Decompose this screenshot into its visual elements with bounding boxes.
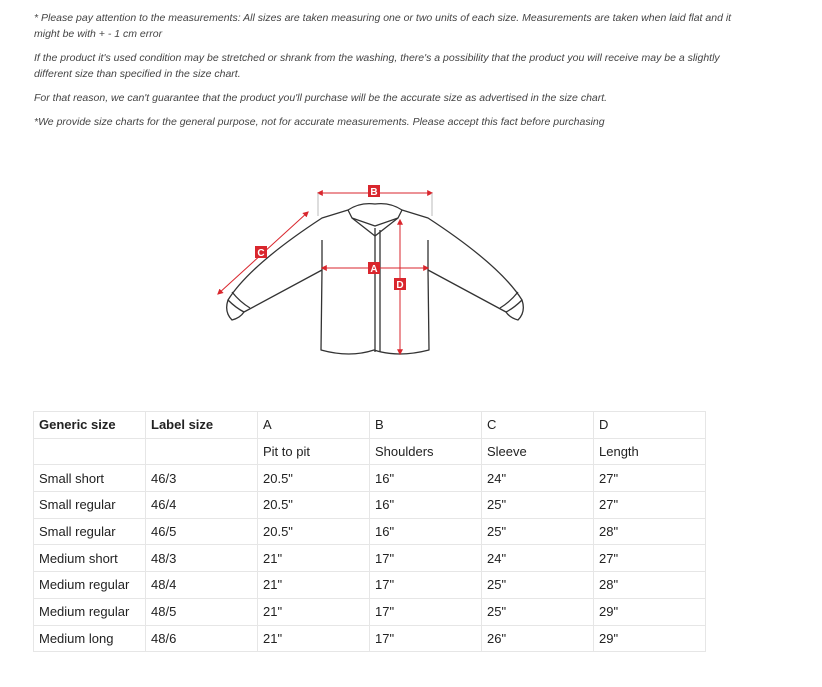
table-cell: 25": [482, 572, 594, 599]
note-4: *We provide size charts for the general purpose, not for accurate measurements. Please accept this fact before purchasing: [34, 116, 605, 128]
svg-text:C: C: [257, 248, 265, 259]
table-cell: 16": [370, 518, 482, 545]
table-cell: 27": [594, 465, 706, 492]
table-cell: 21": [258, 598, 370, 625]
table-cell: Medium regular: [34, 572, 146, 599]
table-cell: 17": [370, 545, 482, 572]
table-cell: 21": [258, 545, 370, 572]
header-generic-size: Generic size: [34, 412, 146, 439]
table-cell: 27": [594, 492, 706, 519]
table-cell: 24": [482, 465, 594, 492]
shirt-outline: [227, 204, 524, 354]
table-row: [34, 572, 706, 599]
table-row: [34, 545, 706, 572]
table-cell: 25": [482, 598, 594, 625]
table-cell: 20.5": [258, 492, 370, 519]
table-cell: 17": [370, 625, 482, 652]
subheader-cell: [34, 438, 146, 465]
svg-text:D: D: [396, 280, 404, 291]
header-b: B: [370, 412, 482, 439]
table-cell: 16": [370, 465, 482, 492]
label-c: [255, 246, 267, 259]
table-cell: 28": [594, 518, 706, 545]
table-cell: 27": [594, 545, 706, 572]
table-cell: 46/5: [146, 518, 258, 545]
table-cell: Small regular: [34, 492, 146, 519]
subheader-shoulders: Shoulders: [370, 438, 482, 465]
size-chart-table: [33, 411, 706, 652]
table-cell: Small regular: [34, 518, 146, 545]
label-a: [368, 262, 380, 275]
table-row: [34, 465, 706, 492]
note-2: If the product it's used condition may be stretched or shrank from the washing, there's a possibility that the product you will receive may be a slightly different size than specified in the size chart.: [34, 52, 720, 80]
table-cell: 21": [258, 572, 370, 599]
svg-text:B: B: [370, 187, 378, 198]
table-cell: 29": [594, 598, 706, 625]
label-d: [394, 278, 406, 291]
header-d: D: [594, 412, 706, 439]
table-cell: 48/4: [146, 572, 258, 599]
table-cell: 25": [482, 492, 594, 519]
table-cell: 46/4: [146, 492, 258, 519]
table-cell: 17": [370, 572, 482, 599]
header-a: A: [258, 412, 370, 439]
table-cell: Medium regular: [34, 598, 146, 625]
table-row: [34, 518, 706, 545]
label-b: [368, 185, 380, 198]
table-subheader-row: [34, 438, 706, 465]
table-cell: 16": [370, 492, 482, 519]
table-cell: 21": [258, 625, 370, 652]
measurement-notes: [34, 10, 734, 138]
table-cell: 29": [594, 625, 706, 652]
table-cell: 20.5": [258, 465, 370, 492]
table-row: [34, 598, 706, 625]
table-cell: 17": [370, 598, 482, 625]
table-row: [34, 625, 706, 652]
table-header-row: [34, 412, 706, 439]
subheader-pit-to-pit: Pit to pit: [258, 438, 370, 465]
header-c: C: [482, 412, 594, 439]
table-cell: 48/5: [146, 598, 258, 625]
table-cell: Medium short: [34, 545, 146, 572]
table-cell: Small short: [34, 465, 146, 492]
table-row: [34, 492, 706, 519]
subheader-cell: [146, 438, 258, 465]
subheader-length: Length: [594, 438, 706, 465]
table-cell: Medium long: [34, 625, 146, 652]
table-cell: 46/3: [146, 465, 258, 492]
table-cell: 28": [594, 572, 706, 599]
note-3: For that reason, we can't guarantee that the product you'll purchase will be the accurate size as advertised in the size chart.: [34, 92, 608, 104]
table-cell: 48/6: [146, 625, 258, 652]
shirt-measurement-diagram: [210, 180, 540, 370]
header-label-size: Label size: [146, 412, 258, 439]
note-1: * Please pay attention to the measurements: All sizes are taken measuring one or two units of each size. Measurements are taken when laid flat and it might be with + - 1 cm error: [34, 12, 732, 40]
table-cell: 20.5": [258, 518, 370, 545]
table-cell: 26": [482, 625, 594, 652]
svg-text:A: A: [370, 264, 378, 275]
table-cell: 25": [482, 518, 594, 545]
table-cell: 48/3: [146, 545, 258, 572]
table-cell: 24": [482, 545, 594, 572]
subheader-sleeve: Sleeve: [482, 438, 594, 465]
